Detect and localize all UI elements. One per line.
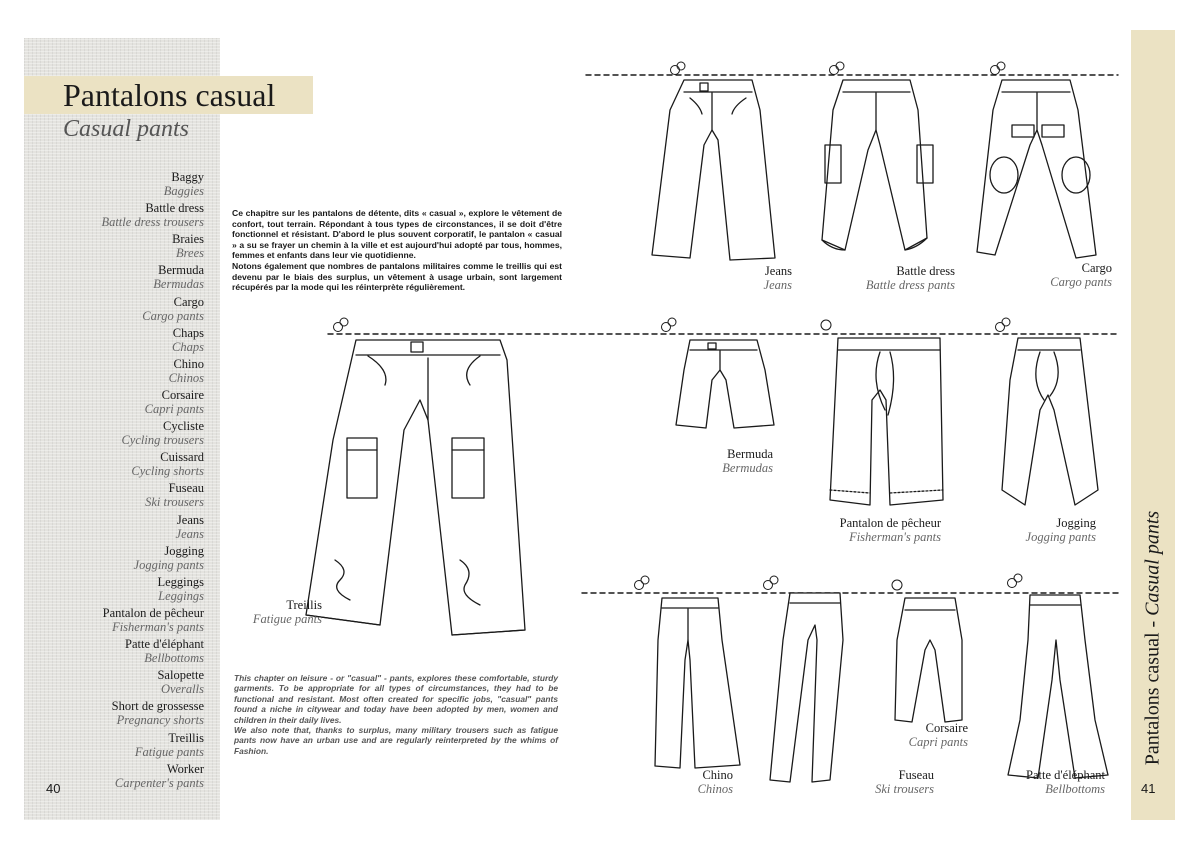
caption-fr: Pantalon de pêcheur (839, 516, 941, 530)
caption-en: Jeans (763, 277, 792, 292)
index-item-en: Cargo pants (142, 308, 204, 323)
intro-paragraph: We also note that, thanks to surplus, many military trousers such as fatigue pants now have an urban use and are regularly reinterpreted by the whims of Fashion. (234, 725, 558, 756)
fatigue-pants-drawing (306, 340, 525, 635)
index-item-en: Bermudas (153, 277, 204, 292)
index-item-fr: Treillis (168, 730, 204, 745)
index-item-en: Leggings (158, 588, 204, 603)
bellbottoms-drawing (1008, 595, 1108, 778)
index-item-fr: Patte d'éléphant (125, 637, 204, 652)
caption-en: Battle dress pants (865, 277, 955, 292)
index-item-en: Ski trousers (145, 495, 204, 510)
caption-en: Fatigue pants (252, 611, 322, 626)
caption-fr: Chino (702, 768, 733, 782)
intro-paragraph: This chapter on leisure - or "casual" - pants, explores these comfortable, sturdy garments. To be appropriate for all types of circumstances, they had to be functional and resistant. Most often created for specific jobs, "casual" pants found a niche in citywear and today have been adopted by men, women and children in their daily lives. (234, 673, 558, 725)
chapter-title: Pantalons casual (63, 77, 276, 113)
running-title-fr: Pantalons casual - (1141, 615, 1164, 766)
caption-fr: Battle dress (896, 264, 955, 278)
intro-paragraph: Notons également que nombres de pantalons militaires comme le treillis qui est devenu par le biais des surplus, un vêtement à usage urbain, sont largement récupérés par la mode qui les réinterprète régulièrement. (232, 260, 562, 293)
index-item-fr: Short de grossesse (111, 699, 204, 714)
index-item-fr: Bermuda (158, 263, 204, 278)
caption-bermuda (700, 448, 773, 475)
jogging-pants-drawing (1002, 338, 1098, 505)
index-item-en: Jogging pants (133, 557, 204, 572)
index-item-fr: Corsaire (161, 387, 204, 402)
caption-en: Fisherman's pants (849, 529, 941, 544)
index-item-en: Capri pants (144, 401, 204, 416)
caption-en: Bellbottoms (1045, 781, 1105, 796)
index-item-fr: Baggy (171, 170, 204, 184)
chapter-subtitle: Casual pants (63, 116, 190, 142)
caption-cargo (1032, 262, 1112, 289)
index-item-en: Jeans (175, 526, 204, 541)
caption-bellbottoms (985, 769, 1105, 796)
caption-fuseau (853, 769, 934, 796)
index-item-fr: Cuissard (160, 450, 204, 465)
cargo-pants-drawing (977, 80, 1096, 258)
caption-en: Ski trousers (875, 781, 934, 796)
index-item-en: Brees (176, 246, 204, 261)
bermuda-drawing (676, 340, 774, 428)
index-item-en: Pregnancy shorts (116, 713, 204, 728)
index-item-en: Baggies (163, 184, 204, 198)
caption-fisherman-pants (815, 517, 941, 544)
index-item-fr: Worker (166, 761, 204, 776)
index-item-en: Overalls (160, 682, 204, 697)
index-item-en: Fatigue pants (134, 744, 204, 759)
index-item-en: Cycling shorts (131, 464, 204, 479)
battle-dress-drawing (822, 80, 933, 250)
index-item-en: Cycling trousers (121, 433, 204, 448)
index-item-en: Fisherman's pants (112, 619, 204, 634)
caption-fr: Jogging (1056, 516, 1096, 530)
index-item-fr: Chaps (172, 325, 204, 340)
index-item-en: Bellbottoms (144, 651, 204, 666)
page-number-right: 41 (1141, 781, 1156, 796)
caption-en: Capri pants (908, 734, 968, 749)
running-title-en: Casual pants (1141, 510, 1164, 616)
caption-battle-dress (845, 265, 955, 292)
caption-fr: Corsaire (925, 721, 968, 735)
index-item-fr: Pantalon de pêcheur (102, 605, 204, 620)
page-number-left: 40 (46, 781, 61, 796)
caption-en: Jogging pants (1025, 529, 1096, 544)
index-item-en: Battle dress trousers (101, 215, 204, 230)
caption-fr: Bermuda (727, 447, 773, 461)
chino-drawing (655, 598, 740, 768)
index-item-fr: Salopette (157, 668, 204, 683)
caption-en: Cargo pants (1050, 274, 1112, 289)
capri-pants-drawing (895, 598, 962, 722)
caption-fr: Patte d'éléphant (1026, 768, 1105, 782)
caption-jogging (1010, 517, 1096, 544)
index-item-fr: Battle dress (145, 201, 204, 216)
index-item-en: Chinos (168, 370, 204, 385)
caption-fr: Fuseau (898, 768, 934, 782)
index-item-fr: Jeans (176, 512, 204, 527)
index-item-fr: Cycliste (163, 419, 204, 434)
caption-fatigue-pants (245, 599, 322, 626)
index-item-fr: Fuseau (168, 481, 204, 496)
jeans-drawing (652, 80, 775, 260)
caption-jeans (740, 265, 792, 292)
index-item-en: Chaps (172, 339, 204, 354)
index-item-fr: Jogging (164, 543, 204, 558)
caption-fr: Jeans (764, 264, 792, 278)
caption-en: Bermudas (722, 460, 773, 475)
intro-paragraph: Ce chapitre sur les pantalons de détente, dits « casual », explore le vêtement de confort, tout terrain. Répondant à tous types de circonstances, il se doit d'être fonctionnel et résistant. D'abord le plus souvent corporatif, le pantalon « casual » a su se frayer un chemin à la ville et est aujourd'hui adopté par tous, hommes, femmes et enfants dans leur vie quotidienne. (232, 208, 562, 261)
index-item-fr: Chino (173, 356, 204, 371)
index-item-fr: Cargo (173, 294, 204, 309)
fisherman-pants-drawing (830, 338, 943, 505)
index-item-fr: Braies (172, 232, 204, 247)
index-item-fr: Leggings (157, 574, 204, 589)
caption-corsaire (896, 722, 968, 749)
caption-fr: Treillis (286, 598, 322, 612)
caption-chino (672, 769, 733, 796)
caption-fr: Cargo (1081, 261, 1112, 275)
index-item-en: Carpenter's pants (114, 775, 204, 790)
caption-en: Chinos (697, 781, 733, 796)
ski-trousers-drawing (770, 593, 843, 782)
